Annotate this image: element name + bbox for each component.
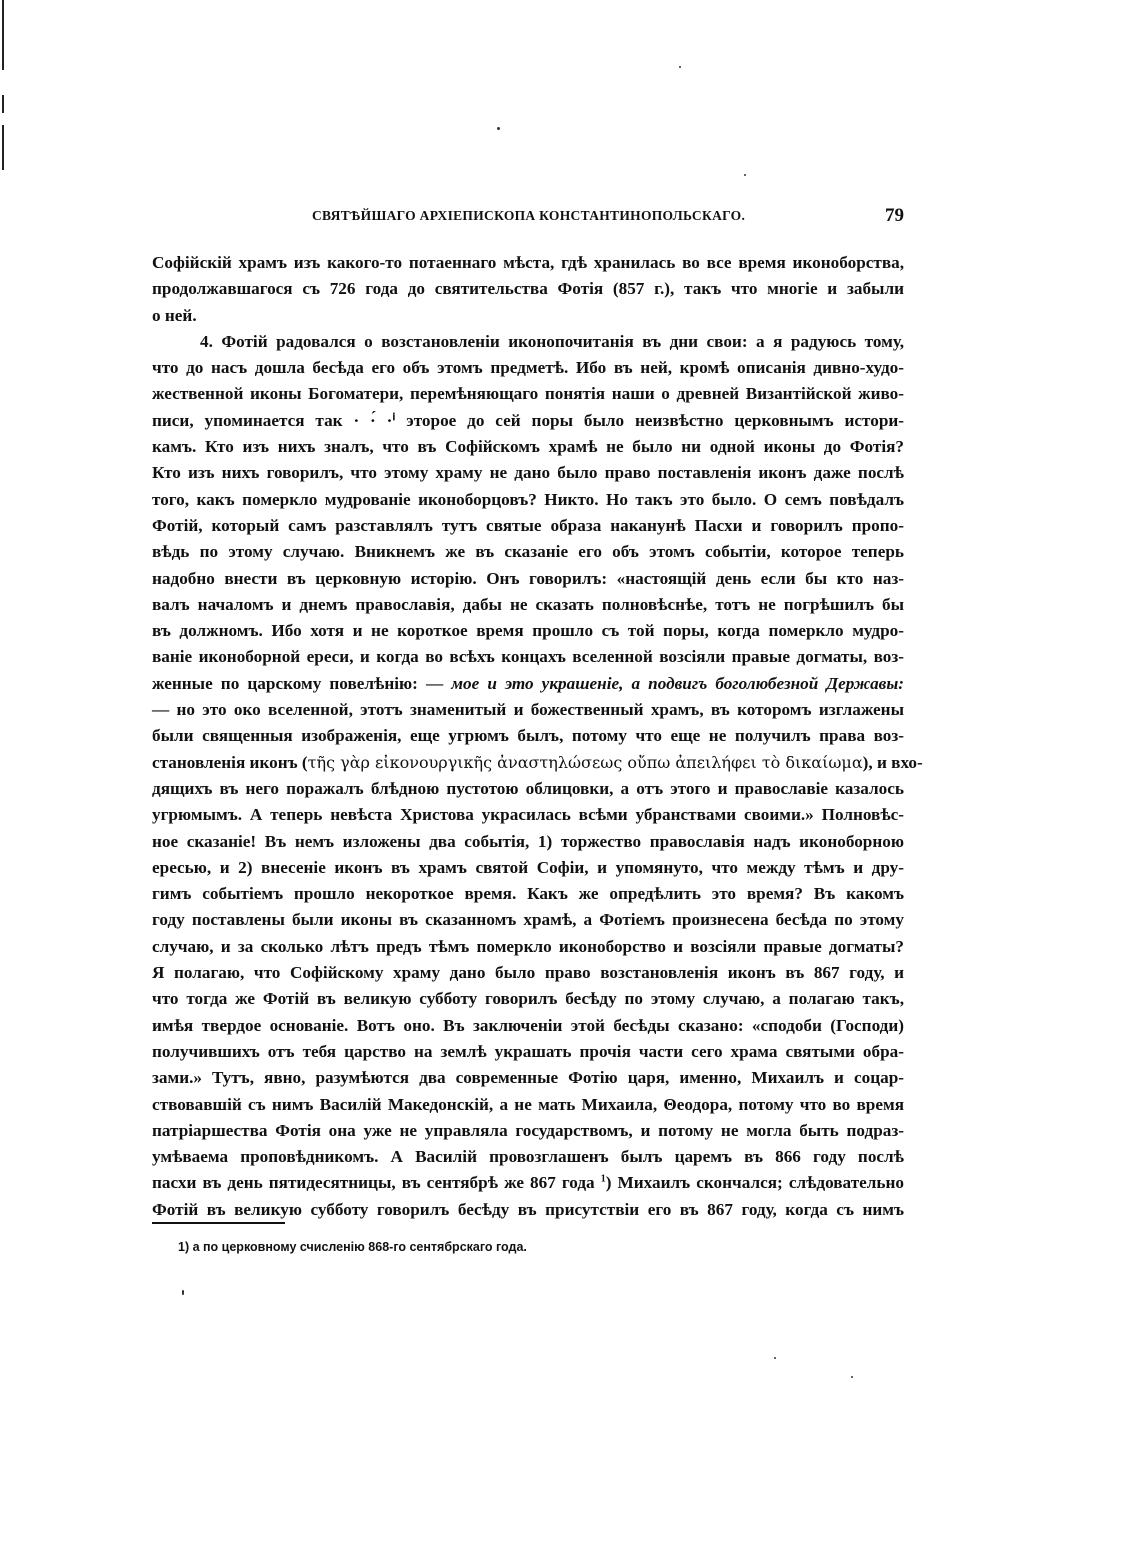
- footnote: 1) а по церковному счисленію 868-го сентябрскаго года.: [178, 1240, 527, 1254]
- scan-speck: [774, 1357, 776, 1359]
- text-line: гимъ событіемъ прошло некороткое время. Какъ же опредѣлить это время? Въ какомъ: [152, 884, 904, 904]
- text-line: году поставлены были иконы въ сказанномъ храмѣ, а Фотіемъ произнесена бесѣда по этому: [152, 910, 904, 930]
- text-line: ствовавшій съ нимъ Василій Македонскій, а не мать Михаила, Θеодора, потому что во время: [152, 1094, 904, 1114]
- text-line: Фотій въ великую субботу говорилъ бесѣду въ присутствіи его въ 867 году, когда съ нимъ: [152, 1199, 904, 1219]
- note-line-prefix: пасхи въ день пятидесятницы, въ сентябрѣ же 867 года: [152, 1173, 595, 1193]
- greek-line-suffix: ), и вхо-: [862, 752, 923, 772]
- text-line: угрюмымъ. А теперь невѣста Христова украсилась всѣми убранствами своими.» Полновѣс-: [152, 805, 904, 825]
- text-line: вѣдь по этому случаю. Вникнемъ же въ сказаніе его объ этомъ событіи, которое теперь: [152, 542, 904, 562]
- scan-speck: [851, 1376, 853, 1378]
- text-line: — но это око вселенной, этотъ знаменитый и божественный храмъ, въ которомъ изглажены: [152, 700, 904, 720]
- text-line-decree: [152, 671, 904, 697]
- scan-edge-mark: [2, 125, 4, 170]
- scan-speck: [497, 127, 500, 130]
- text-line: умѣваема проповѣдникомъ. А Василій провозглашенъ былъ царемъ въ 866 году послѣ: [152, 1147, 904, 1167]
- page-number: 79: [885, 205, 904, 226]
- text-line: что тогда же Фотій въ великую субботу говорилъ бесѣду по этому случаю, а полагаю такъ,: [152, 989, 904, 1009]
- text-line: ное сказаніе! Въ немъ изложены два событія, 1) торжество православія надъ иконоборною: [152, 831, 904, 851]
- text-line: ересью, и 2) внесеніе иконъ въ храмъ святой Софіи, и упомянуто, что между тѣмъ и дру-: [152, 857, 904, 877]
- text-line-greek: [152, 750, 923, 776]
- text-line: ваніе иконоборной ереси, и когда во всѣхъ концахъ вселенной возсіяли правые догматы, воз-: [152, 647, 904, 667]
- scan-edge-mark: [2, 0, 4, 70]
- text-line: того, какъ померкло мудрованіе иконоборцовъ? Никто. Но такъ это было. О семъ повѣдалъ: [152, 489, 904, 509]
- text-line: что до насъ дошла бесѣда его объ этомъ предметѣ. Ибо въ ней, кромѣ описанія дивно-худо-: [152, 358, 904, 378]
- scan-speck: [679, 66, 681, 68]
- text-line: были священныя изображенія, еще угрюмъ былъ, потому что еще не получилъ права воз-: [152, 726, 904, 746]
- text-line: Кто изъ нихъ говорилъ, что этому храму не дано было право поставленія иконъ даже послѣ: [152, 463, 904, 483]
- note-line-suffix: ) Михаилъ скончался; слѣдовательно: [605, 1173, 905, 1193]
- text-line: получившихъ отъ тебя царство на землѣ украшать прочія части сего храма святыми обра-: [152, 1041, 904, 1061]
- text-line: имѣя твердое основаніе. Вотъ оно. Въ заключеніи этой бесѣды сказано: «сподоби (Господи): [152, 1015, 904, 1035]
- text-line: дящихъ въ него поражалъ блѣдною пустотою облицовки, а отъ этого и православіе казалось: [152, 778, 904, 798]
- footnote-reference[interactable]: 1: [600, 1173, 606, 1185]
- text-line: надобно внести въ церковную исторію. Онъ говорилъ: «настоящій день если бы кто наз-: [152, 568, 904, 588]
- text-line: валъ началомъ и днемъ православія, дабы не сказать полновѣснѣе, тотъ не погрѣшилъ бы: [152, 594, 904, 614]
- text-line: писи, упоминается так · ·́ ·ⁱ эторое до сей поры было неизвѣстно церковнымъ истори-: [152, 410, 904, 430]
- scan-speck: [182, 1290, 184, 1295]
- page-header: [312, 205, 904, 229]
- text-line: Я полагаю, что Софійскому храму дано было право возстановленія иконъ въ 867 году, и: [152, 963, 904, 983]
- greek-quote: τῆς γὰρ εἰκονουργικῆς ἀναστηλώσεως οὔπω ἀπειλήφει τὸ δικαίωμα: [307, 752, 863, 772]
- text-line: въ должномъ. Ибо хотя и не короткое время прошло съ той поры, когда померкло мудро-: [152, 621, 904, 641]
- text-line: Фотій, который самъ разставлялъ тутъ святые образа наканунѣ Пасхи и говорилъ пропо-: [152, 515, 904, 535]
- scan-edge-mark: [2, 95, 4, 113]
- text-line: жественной иконы Богоматери, перемѣняющаго понятія наши о древней Византійской живо-: [152, 384, 904, 404]
- text-line: Софійскій храмъ изъ какого-то потаеннаго мѣста, гдѣ хранилась во все время иконоборства,: [152, 253, 904, 272]
- text-line: о ней.: [152, 305, 197, 325]
- text-line: камъ. Кто изъ нихъ зналъ, что въ Софійскомъ храмѣ не было ни одной иконы до Фотія?: [152, 437, 904, 457]
- running-title: СВЯТѢЙШАГО АРХІЕПИСКОПА КОНСТАНТИНОПОЛЬСКАГО.: [312, 208, 746, 223]
- text-line: продолжавшагося съ 726 года до святительства Фотія (857 г.), такъ что многіе и забыли: [152, 279, 904, 299]
- text-line: зами.» Тутъ, явно, разумѣются два современные Фотію царя, именно, Михаилъ и соцар-: [152, 1068, 904, 1088]
- text-line-footnote-ref: [152, 1170, 904, 1196]
- text-line: случаю, и за сколько лѣтъ предъ тѣмъ померкло иконоборство и возсіяли правые догматы?: [152, 936, 904, 956]
- decree-quote-italic: мое и это украшеніе, а подвигъ боголюбезной Державы:: [451, 673, 904, 693]
- body-text: [152, 250, 923, 1223]
- text-line: 4. Фотій радовался о возстановленіи иконопочитанія въ дни свои: а я радуюсь тому,: [200, 331, 904, 351]
- text-line: патріаршества Фотія она уже не управляла государствомъ, и потому не могла быть подраз-: [152, 1120, 904, 1140]
- decree-prefix: женные по царскому повелѣнію: —: [152, 673, 444, 693]
- greek-line-prefix: становленія иконъ (: [152, 752, 308, 772]
- footnote-divider: [152, 1222, 285, 1224]
- scan-speck: [744, 174, 746, 176]
